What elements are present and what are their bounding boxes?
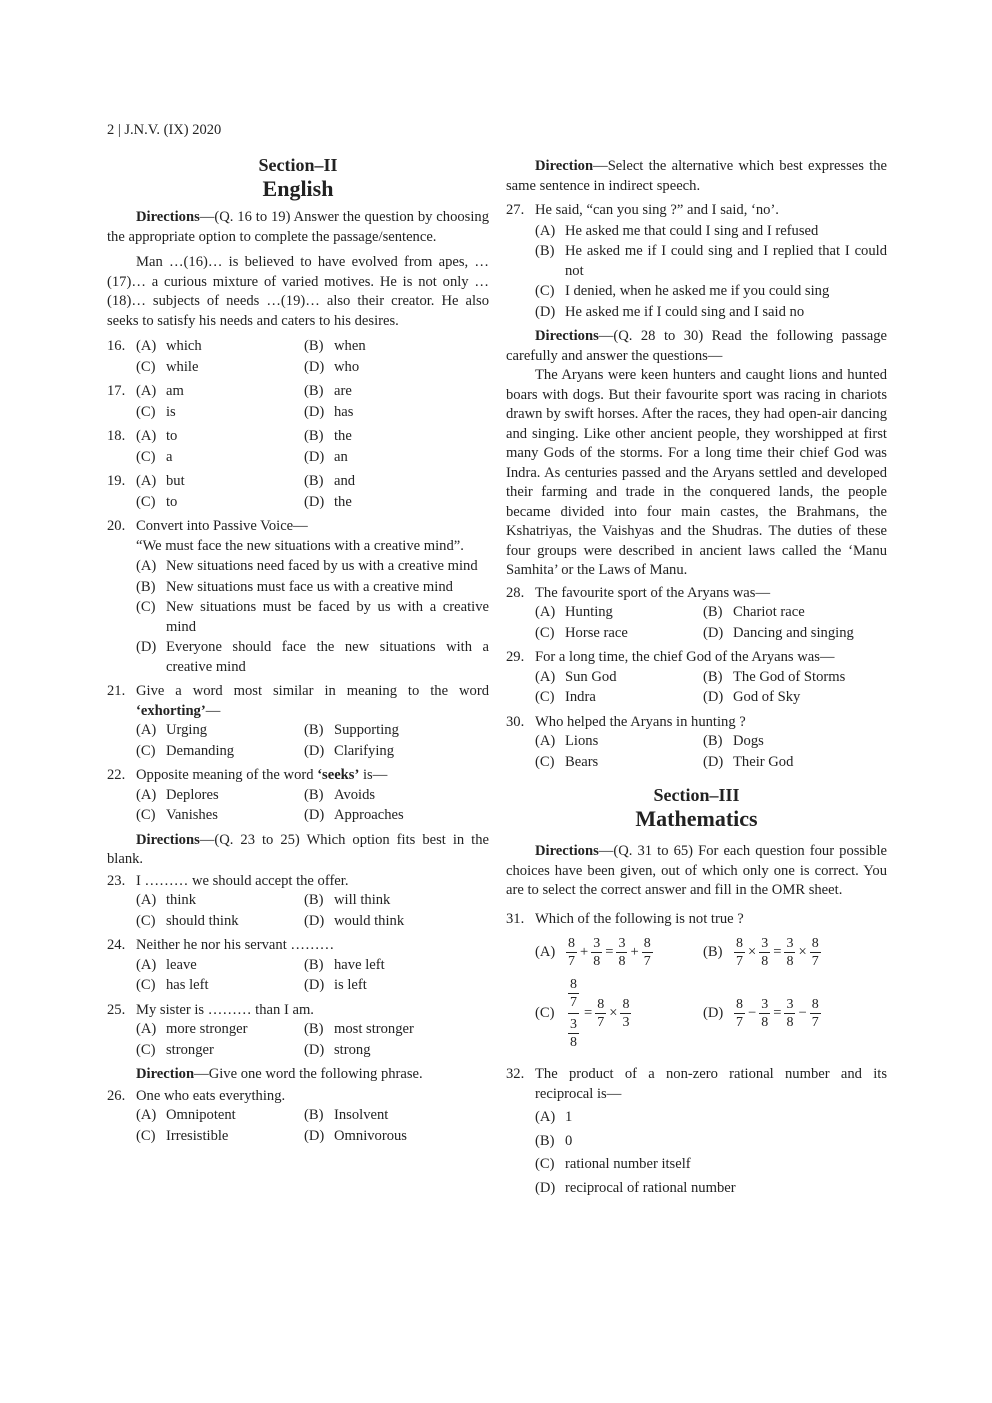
option: Avoids — [334, 786, 376, 803]
question-28: 28. The favourite sport of the Aryans was— (A) Hunting (B) Chariot race (C) Horse race (D) Dancing and singing — [506, 584, 887, 644]
question-32: 32. The product of a non-zero rational number and its reciprocal is— (A) 1 (B) 0 (C) rational number itself (D) reciprocal of rational number — [506, 1065, 887, 1198]
option: would think — [334, 912, 405, 929]
option: New situations need faced by us with a creative mind — [166, 558, 478, 574]
option: most stronger — [334, 1021, 414, 1037]
option: God of Sky — [733, 689, 801, 705]
option: Clarifying — [334, 742, 394, 759]
passage-man: Man …(16)… is believed to have evolved from apes, …(17)… a curious mixture of varied motives. He is not only …(18)… subjects of needs …(19)… also their creator. He also seeks to satisfy his needs and caters to his desires. — [107, 254, 489, 329]
direction-26: Direction—Give one word the following phrase. — [136, 1066, 423, 1082]
question-23: 23. I ……… we should accept the offer. (A) think (B) will think (C) should think (D) would think — [107, 872, 489, 932]
passage-aryans: The Aryans were keen hunters and caught lions and hunted boars with dogs. But their favourite sport was racing in chariots drawn by swift horses. After the races, they had open-air dancing and singing. Like other ancient people, they worshipped at first many Gods of the storms. For a long time their chief God was Indra. As centuries passed and the Aryans settled and developed their farming and trade in the conquered lands, the people became divided into four main castes, the Brahmans, the Kshatriyas, the Vaishyas and the Shudras. The duties of these four groups were described in ancient laws called the ‘Manu Samhita’ or the Laws of Manu. — [506, 367, 887, 578]
option: has — [334, 403, 354, 420]
option: the — [334, 493, 352, 510]
directions-28-30: Directions—(Q. 28 to 30) Read the following passage carefully and answer the questions— — [506, 328, 887, 364]
option: Horse race — [565, 624, 628, 641]
question-19: 19. (A) but (B) and (C) to (D) the — [107, 472, 489, 512]
section-title: Section–III — [653, 785, 740, 805]
question-26: 26. One who eats everything. (A) Omnipotent (B) Insolvent (C) Irresistible (D) Omnivorous — [107, 1087, 489, 1147]
option: think — [166, 892, 196, 908]
option: but — [166, 473, 185, 489]
option: should think — [166, 912, 239, 929]
option: rational number itself — [565, 1156, 691, 1172]
left-column — [107, 154, 489, 1146]
option: Bears — [565, 753, 599, 770]
option: is — [166, 403, 176, 420]
option: Irresistible — [166, 1127, 229, 1144]
option: Chariot race — [733, 604, 805, 620]
question-17: 17. (A) am (B) are (C) is (D) has — [107, 382, 489, 422]
option: (C) $\frac{\frac{8}{7}}{\frac{3}{8}}$ = $\frac{8}{7}$ × $\frac{8}{3}$ — [535, 977, 630, 1050]
option: Hunting — [565, 604, 613, 620]
option: He asked me if I could sing and I replied that I could not — [565, 243, 887, 279]
option: are — [334, 383, 352, 399]
option: Demanding — [166, 742, 235, 759]
option: which — [166, 338, 202, 354]
option: Urging — [166, 722, 208, 738]
option: when — [334, 338, 366, 354]
option: Omnipotent — [166, 1107, 236, 1123]
option: Everyone should face the new situations with a creative mind — [166, 639, 489, 675]
option: the — [334, 428, 352, 444]
option: (A) $\frac{8}{7}$ + $\frac{3}{8}$ = $\frac{3}{8}$ + $\frac{8}{7}$ — [535, 936, 651, 969]
page-header: 2 | J.N.V. (IX) 2020 — [107, 122, 222, 138]
question-27: 27. He said, “can you sing ?” and I said, ‘no’. (A) He asked me that could I sing and I refused (B) He asked me if I could sing and I replied that I could not (C) I denied, when he asked me if you could sing (D) He asked me if I could sing and I said no — [506, 201, 887, 322]
question-21: 21. Give a word most similar in meaning to the word ‘exhorting’— (A) Urging (B) Supporting (C) Demanding (D) Clarifying — [107, 682, 489, 761]
option: and — [334, 473, 356, 489]
direction-27: Direction—Select the alternative which best expresses the same sentence in indirect speech. — [506, 158, 887, 194]
question-20: 20. Convert into Passive Voice— “We must face the new situations with a creative mind”. (A) New situations need faced by us with a creative mind (B) New situations must face us with a creative mind (C) New situations must be faced by us with a creative mind (D) Everyone should face the new situations with a creative mind — [107, 517, 489, 677]
right-column — [506, 157, 887, 1198]
option: has left — [166, 977, 209, 993]
option: Sun God — [565, 668, 617, 685]
directions-16-19: Directions—(Q. 16 to 19) Answer the question by choosing the appropriate option to complete the passage/sentence. — [107, 209, 489, 245]
option: Supporting — [334, 722, 399, 738]
option: New situations must face us with a creative mind — [166, 578, 453, 595]
option: will think — [334, 892, 391, 908]
option: stronger — [166, 1041, 214, 1058]
option: He asked me if I could sing and I said no — [565, 303, 805, 320]
option: (D) $\frac{8}{7}$ − $\frac{3}{8}$ = $\frac{3}{8}$ − $\frac{8}{7}$ — [703, 997, 819, 1030]
section-subject: Mathematics — [635, 806, 758, 831]
option: 1 — [565, 1109, 573, 1125]
option: who — [334, 358, 360, 375]
option: more stronger — [166, 1021, 248, 1037]
option: Insolvent — [334, 1107, 389, 1123]
option: reciprocal of rational number — [565, 1179, 736, 1196]
option: Approaches — [334, 807, 404, 823]
option: Lions — [565, 733, 599, 749]
directions-23-25: Directions—(Q. 23 to 25) Which option fits best in the blank. — [107, 831, 489, 867]
question-31: 31. Which of the following is not true ? (A) $\frac{8}{7}$ + $\frac{3}{8}$ = $\frac{3}{8}$ + $\frac{8}{7}$ (B) $\frac{8}{7}$ × $\frac{3}{8}$ = $\frac{3}{8}$ × $\frac{8}{7}$ (C) $\frac{\frac{8}{7}}{\frac{3}{8}}$ = $\frac{8}{7}$ × $\frac{8}{3}$ (D) $\frac{8}{7}$ − $\frac{3}{8}$ = $\frac{3}{8}$ − $\frac{8}{7}$ — [506, 910, 887, 1052]
option: a — [166, 448, 173, 465]
section-subject: English — [262, 176, 334, 201]
option: leave — [166, 956, 197, 973]
option: to — [166, 428, 178, 444]
question-30: 30. Who helped the Aryans in hunting ? (A) Lions (B) Dogs (C) Bears (D) Their God — [506, 713, 887, 773]
question-25: 25. My sister is ……… than I am. (A) more stronger (B) most stronger (C) stronger (D) strong — [107, 1001, 489, 1061]
option: Dogs — [733, 733, 764, 749]
option: am — [166, 383, 184, 399]
option: to — [166, 493, 178, 510]
option: Deplores — [166, 786, 219, 803]
option: an — [334, 448, 348, 465]
question-24: 24. Neither he nor his servant ……… (A) leave (B) have left (C) has left (D) is left — [107, 936, 489, 996]
option: have left — [334, 956, 385, 973]
option: Vanishes — [166, 807, 218, 823]
section-title: Section–II — [258, 155, 338, 175]
option: 0 — [565, 1132, 573, 1149]
option: while — [166, 358, 199, 375]
question-18: 18. (A) to (B) the (C) a (D) an — [107, 427, 489, 467]
option: Dancing and singing — [733, 624, 854, 641]
option: is left — [334, 977, 367, 993]
option: strong — [334, 1041, 371, 1058]
option: (B) $\frac{8}{7}$ × $\frac{3}{8}$ = $\frac{3}{8}$ × $\frac{8}{7}$ — [703, 936, 819, 969]
option: He asked me that could I sing and I refused — [565, 222, 819, 239]
question-29: 29. For a long time, the chief God of the Aryans was— (A) Sun God (B) The God of Storms (C) Indra (D) God of Sky — [506, 648, 887, 708]
directions-31-65: Directions—(Q. 31 to 65) For each question four possible choices have been given, out of which only one is correct. You are to select the correct answer and fill in the OMR sheet. — [506, 843, 887, 898]
question-16: 16. (A) which (B) when (C) while (D) who — [107, 337, 489, 377]
option: New situations must be faced by us with a creative mind — [166, 599, 489, 635]
option: Indra — [565, 689, 596, 705]
option: Their God — [733, 753, 794, 770]
option: I denied, when he asked me if you could sing — [565, 283, 830, 299]
option: The God of Storms — [733, 668, 846, 685]
option: Omnivorous — [334, 1127, 407, 1144]
question-22: 22. Opposite meaning of the word ‘seeks’ is— (A) Deplores (B) Avoids (C) Vanishes (D) Approaches — [107, 766, 489, 826]
